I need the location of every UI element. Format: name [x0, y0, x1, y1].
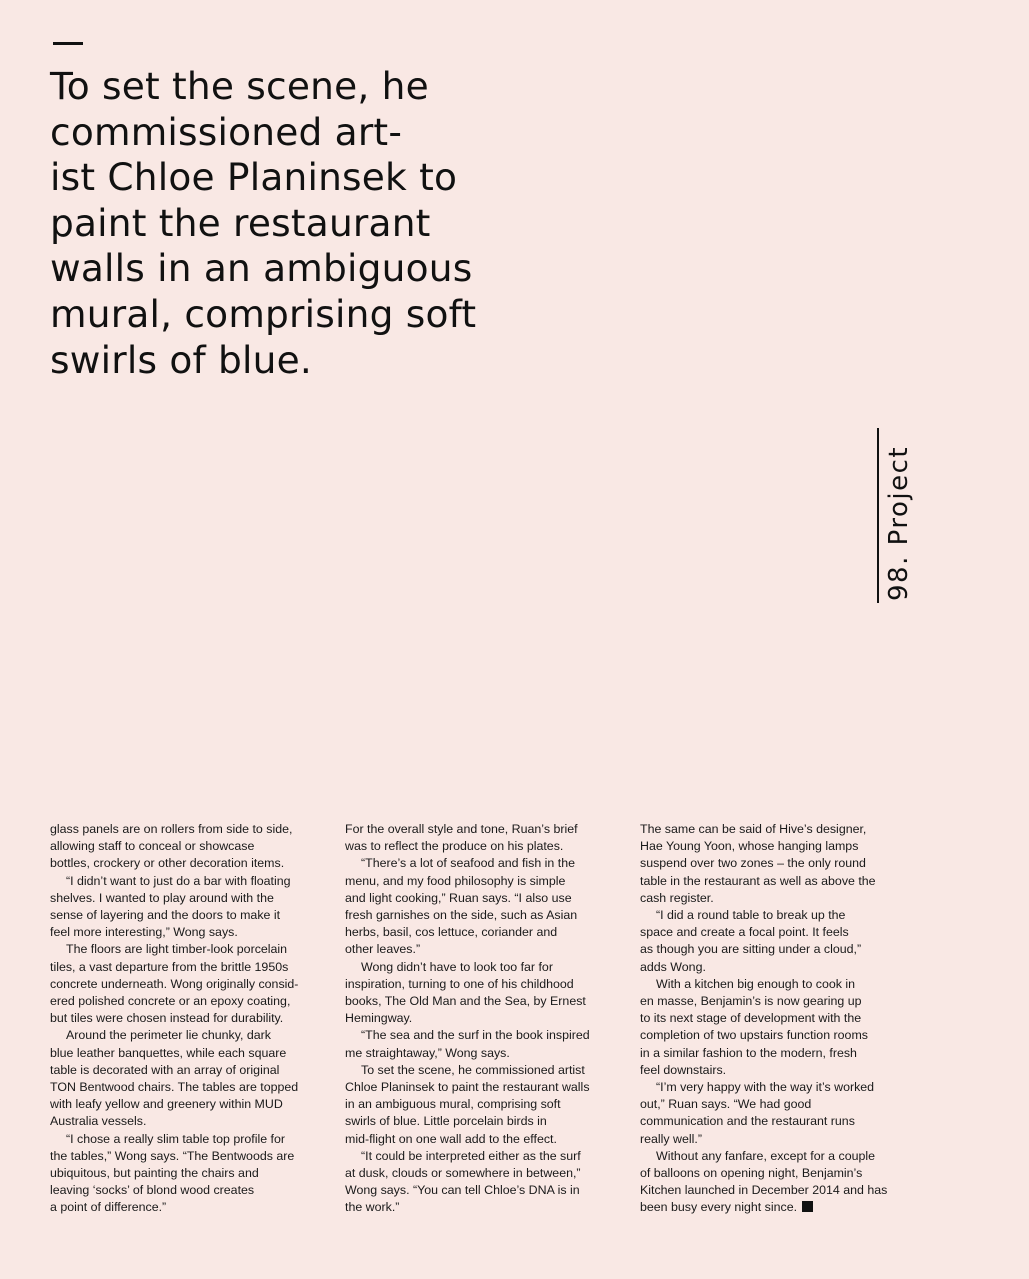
body-line: concrete underneath. Wong originally consid-	[50, 976, 299, 991]
body-line: “I chose a really slim table top profile for	[66, 1131, 285, 1146]
pullquote	[50, 64, 520, 383]
pullquote-line: commissioned art-	[50, 109, 403, 154]
body-line: suspend over two zones – the only round	[640, 856, 866, 871]
body-line: in an ambiguous mural, comprising soft	[345, 1097, 561, 1112]
body-line: Wong says. “You can tell Chloe’s DNA is in	[345, 1183, 580, 1198]
body-line: other leaves.”	[345, 942, 421, 957]
body-line: fresh garnishes on the side, such as Asian	[345, 908, 578, 923]
body-line: table is decorated with an array of original	[50, 1062, 280, 1077]
body-line: “I did a round table to break up the	[656, 908, 846, 923]
body-line: en masse, Benjamin’s is now gearing up	[640, 994, 862, 1009]
end-mark-icon	[802, 1201, 813, 1212]
pullquote-line: walls in an ambiguous	[50, 246, 473, 291]
body-line: To set the scene, he commissioned artist	[361, 1062, 585, 1077]
body-line: to its next stage of development with the	[640, 1011, 862, 1026]
body-line: allowing staff to conceal or showcase	[50, 839, 255, 854]
body-line: of balloons on opening night, Benjamin’s	[640, 1166, 863, 1181]
body-line: feel more interesting,” Wong says.	[50, 925, 238, 940]
body-line: me straightaway,” Wong says.	[345, 1045, 510, 1060]
body-line: Australia vessels.	[50, 1114, 147, 1129]
body-line: mid-flight on one wall add to the effect.	[345, 1131, 557, 1146]
body-line: “It could be interpreted either as the surf	[361, 1148, 581, 1163]
body-line: the work.”	[345, 1200, 400, 1215]
body-last-line	[640, 1199, 925, 1216]
body-line: Without any fanfare, except for a couple	[656, 1148, 876, 1163]
body-line: sense of layering and the doors to make it	[50, 908, 281, 923]
body-line: The floors are light timber-look porcelain	[66, 942, 288, 957]
body-column-3	[640, 821, 925, 1217]
body-line: TON Bentwood chairs. The tables are topped	[50, 1080, 299, 1095]
body-line: books, The Old Man and the Sea, by Ernest	[345, 994, 586, 1009]
body-line: as though you are sitting under a cloud,”	[640, 942, 862, 957]
body-line: “The sea and the surf in the book inspired	[361, 1028, 590, 1043]
body-line: blue leather banquettes, while each square	[50, 1045, 287, 1060]
body-line: “I’m very happy with the way it’s worked	[656, 1080, 875, 1095]
body-line: in a similar fashion to the modern, fresh	[640, 1045, 857, 1060]
body-column-2	[345, 821, 630, 1217]
body-line: The same can be said of Hive’s designer,	[640, 822, 867, 836]
body-line: the tables,” Wong says. “The Bentwoods are	[50, 1148, 295, 1163]
body-line: For the overall style and tone, Ruan’s brief	[345, 822, 578, 836]
body-line: leaving ‘socks’ of blond wood creates	[50, 1183, 255, 1198]
body-line: shelves. I wanted to play around with the	[50, 890, 274, 905]
body-line: ubiquitous, but painting the chairs and	[50, 1166, 259, 1181]
body-line: With a kitchen big enough to cook in	[656, 976, 856, 991]
pullquote-line: swirls of blue.	[50, 337, 312, 382]
body-line: feel downstairs.	[640, 1062, 727, 1077]
body-line: out,” Ruan says. “We had good	[640, 1097, 812, 1112]
body-line: table in the restaurant as well as above the	[640, 873, 876, 888]
body-line: tiles, a vast departure from the brittle 1950s	[50, 959, 289, 974]
body-line: cash register.	[640, 890, 714, 905]
body-line: really well.”	[640, 1131, 702, 1146]
pullquote-line: mural, comprising soft	[50, 291, 477, 336]
pullquote-line: To set the scene, he	[50, 64, 429, 108]
body-line: a point of difference.”	[50, 1200, 167, 1215]
body-column-1	[50, 821, 335, 1217]
body-line: “There’s a lot of seafood and fish in the	[361, 856, 575, 871]
pullquote-line: ist Chloe Planinsek to	[50, 155, 458, 200]
body-line: Hae Young Yoon, whose hanging lamps	[640, 839, 859, 854]
body-line: adds Wong.	[640, 959, 706, 974]
body-line: inspiration, turning to one of his childhood	[345, 976, 574, 991]
body-line: with leafy yellow and greenery within MUD	[50, 1097, 283, 1112]
body-line: herbs, basil, cos lettuce, coriander and	[345, 925, 558, 940]
body-line: Around the perimeter lie chunky, dark	[66, 1028, 272, 1043]
body-line: was to reflect the produce on his plates.	[345, 839, 564, 854]
body-line: Hemingway.	[345, 1011, 413, 1026]
body-line: and light cooking,” Ruan says. “I also use	[345, 890, 572, 905]
section-page-tag	[877, 428, 921, 603]
pullquote-dash	[53, 42, 83, 45]
body-line: Kitchen launched in December 2014 and has	[640, 1183, 888, 1198]
body-line: Chloe Planinsek to paint the restaurant walls	[345, 1080, 590, 1095]
body-line: “I didn’t want to just do a bar with floating	[66, 873, 291, 888]
body-line: at dusk, clouds or somewhere in between,”	[345, 1166, 581, 1181]
body-line: completion of two upstairs function rooms	[640, 1028, 868, 1043]
body-line: ered polished concrete or an epoxy coating,	[50, 994, 291, 1009]
body-line: bottles, crockery or other decoration items.	[50, 856, 285, 871]
body-line: communication and the restaurant runs	[640, 1114, 855, 1129]
body-line: space and create a focal point. It feels	[640, 925, 849, 940]
body-line: Wong didn’t have to look too far for	[361, 959, 553, 974]
body-line: swirls of blue. Little porcelain birds in	[345, 1114, 547, 1129]
body-line-text: been busy every night since.	[640, 1200, 798, 1215]
body-line: glass panels are on rollers from side to side,	[50, 822, 293, 836]
body-line: but tiles were chosen instead for durability.	[50, 1011, 284, 1026]
body-line: menu, and my food philosophy is simple	[345, 873, 566, 888]
pullquote-line: paint the restaurant	[50, 200, 431, 245]
section-page-label: 98. Project	[884, 445, 914, 601]
